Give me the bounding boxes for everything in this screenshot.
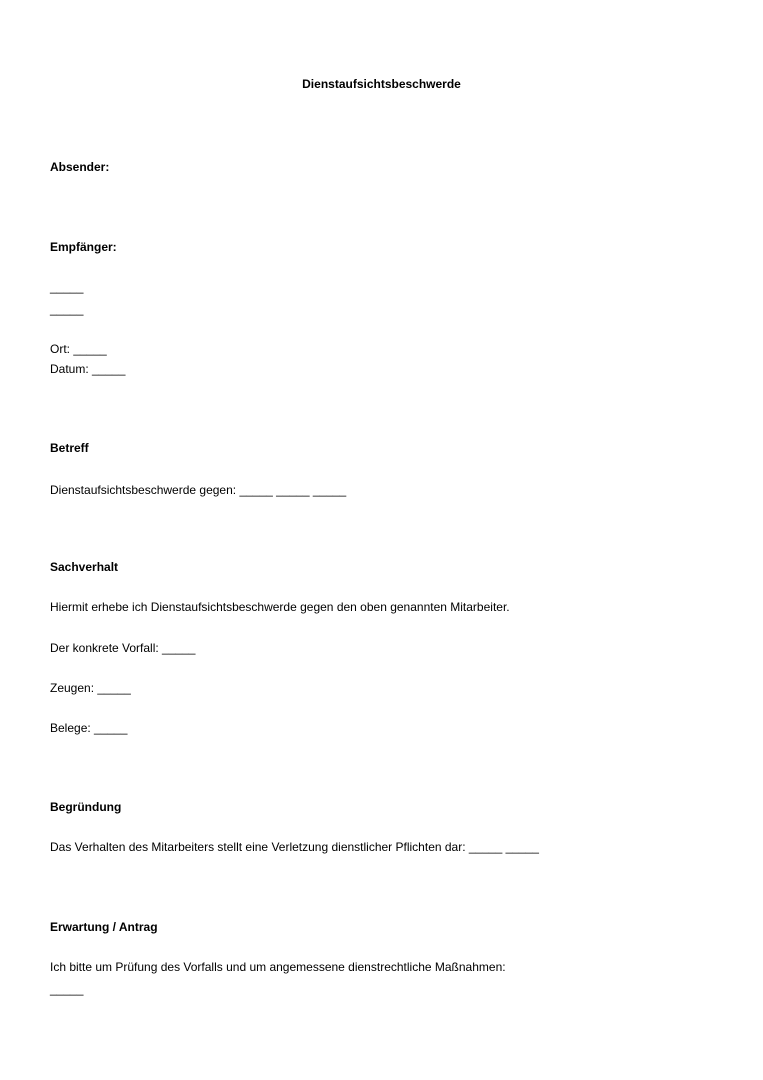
subject-text: Dienstaufsichtsbeschwerde gegen: _____ _____ _____ xyxy=(50,483,347,497)
request-heading: Erwartung / Antrag xyxy=(50,920,158,934)
facts-heading: Sachverhalt xyxy=(50,560,119,574)
facts-incident: Der konkrete Vorfall: _____ xyxy=(50,641,196,655)
sender-label: Absender: xyxy=(50,160,110,174)
date-field: Datum: _____ xyxy=(50,362,126,376)
reason-text: Das Verhalten des Mitarbeiters stellt eine Verletzung dienstlicher Pflichten dar: _____ _____ xyxy=(50,840,539,854)
place-field: Ort: _____ xyxy=(50,342,107,356)
subject-heading: Betreff xyxy=(50,441,89,455)
request-blank: _____ xyxy=(50,982,84,996)
recipient-line-1: _____ xyxy=(50,280,84,294)
request-text: Ich bitte um Prüfung des Vorfalls und um angemessene dienstrechtliche Maßnahmen: xyxy=(50,960,506,974)
facts-intro: Hiermit erhebe ich Dienstaufsichtsbeschwerde gegen den oben genannten Mitarbeiter. xyxy=(50,600,510,614)
facts-evidence: Belege: _____ xyxy=(50,721,128,735)
reason-heading: Begründung xyxy=(50,800,122,814)
document-title: Dienstaufsichtsbeschwerde xyxy=(302,77,461,91)
facts-witnesses: Zeugen: _____ xyxy=(50,681,131,695)
recipient-label: Empfänger: xyxy=(50,240,117,254)
recipient-line-2: _____ xyxy=(50,302,84,316)
